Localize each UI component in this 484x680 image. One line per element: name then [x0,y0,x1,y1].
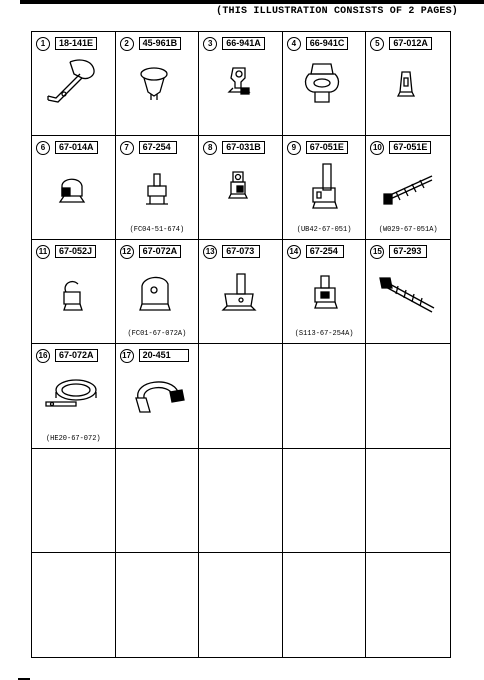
empty-cell [116,553,200,657]
part-cell [32,344,116,448]
part-code: 67-073 [222,245,260,258]
part-code: 67-051E [306,141,348,154]
empty-cell [366,344,450,448]
loop-clamp-icon [40,368,108,426]
slot-clip-icon [374,56,442,114]
part-cell [283,240,367,344]
part-code: 67-293 [389,245,427,258]
part-cell [199,240,283,344]
harness-clip-icon [124,160,192,218]
part-code: 67-052J [55,245,96,258]
part-number: 12 [120,245,134,259]
part-cell [366,136,450,240]
part-code: 67-254 [139,141,177,154]
bracket-clip-icon [40,56,108,114]
part-cell [283,32,367,136]
part-cell [32,136,116,240]
empty-cell [366,449,450,553]
part-cell [32,32,116,136]
harness-clip-icon [291,264,359,322]
part-code: 45-961B [139,37,182,50]
part-code: 66-941C [306,37,349,50]
part-cell [199,32,283,136]
part-code: 18-141E [55,37,97,50]
part-number: 1 [36,37,50,51]
part-note: (FC01-67-072A) [127,330,187,339]
part-cell [32,240,116,344]
empty-cell [283,449,367,553]
part-note: (HE20-67-072) [45,434,101,443]
part-number: 17 [120,349,134,363]
empty-cell [283,344,367,448]
part-code: 67-072A [139,245,182,258]
part-cell [366,240,450,344]
parts-grid [31,31,451,658]
hook-clip-icon [40,264,108,322]
empty-cell [116,449,200,553]
part-cell [116,136,200,240]
page-note: (THIS ILLUSTRATION CONSISTS OF 2 PAGES) [216,6,458,17]
part-note: (S113-67-254A) [294,330,354,339]
part-number: 13 [203,245,217,259]
part-number: 4 [287,37,301,51]
part-code: 67-254 [306,245,344,258]
part-number: 11 [36,245,50,259]
part-number: 5 [370,37,384,51]
part-cell [116,32,200,136]
part-cell [116,240,200,344]
hose-clamp-icon [124,368,192,426]
part-code: 20-451 [139,349,189,362]
empty-cell [32,449,116,553]
part-number: 8 [203,141,217,155]
twin-clip-icon [207,160,275,218]
part-cell [116,344,200,448]
part-code: 67-014A [55,141,98,154]
part-code: 67-012A [389,37,432,50]
part-cell [283,136,367,240]
push-rivet-icon [124,56,192,114]
grommet-clip-icon [291,56,359,114]
empty-cell [199,449,283,553]
part-number: 10 [370,141,384,155]
part-cell [366,32,450,136]
wire-clip-icon [207,56,275,114]
part-note: (UB42-67-051) [296,226,352,235]
part-number: 9 [287,141,301,155]
part-code: 67-031B [222,141,265,154]
empty-cell [199,344,283,448]
part-number: 6 [36,141,50,155]
tall-bracket-icon [291,160,359,218]
part-code: 67-051E [389,141,431,154]
part-number: 16 [36,349,50,363]
angle-bracket-icon [207,264,275,322]
part-number: 7 [120,141,134,155]
saddle-clip-icon [40,160,108,218]
part-code: 66-941A [222,37,265,50]
empty-cell [366,553,450,657]
cable-tie-icon [374,160,442,218]
empty-cell [283,553,367,657]
top-rule [20,0,484,4]
part-number: 15 [370,245,384,259]
part-number: 2 [120,37,134,51]
plate-clip-icon [124,264,192,322]
part-code: 67-072A [55,349,98,362]
band-tie-icon [374,264,442,322]
part-note: (FC04-51-674) [129,226,185,235]
empty-cell [199,553,283,657]
empty-cell [32,553,116,657]
part-cell [199,136,283,240]
part-number: 14 [287,245,301,259]
part-note: (W029-67-051A) [378,226,438,235]
part-number: 3 [203,37,217,51]
